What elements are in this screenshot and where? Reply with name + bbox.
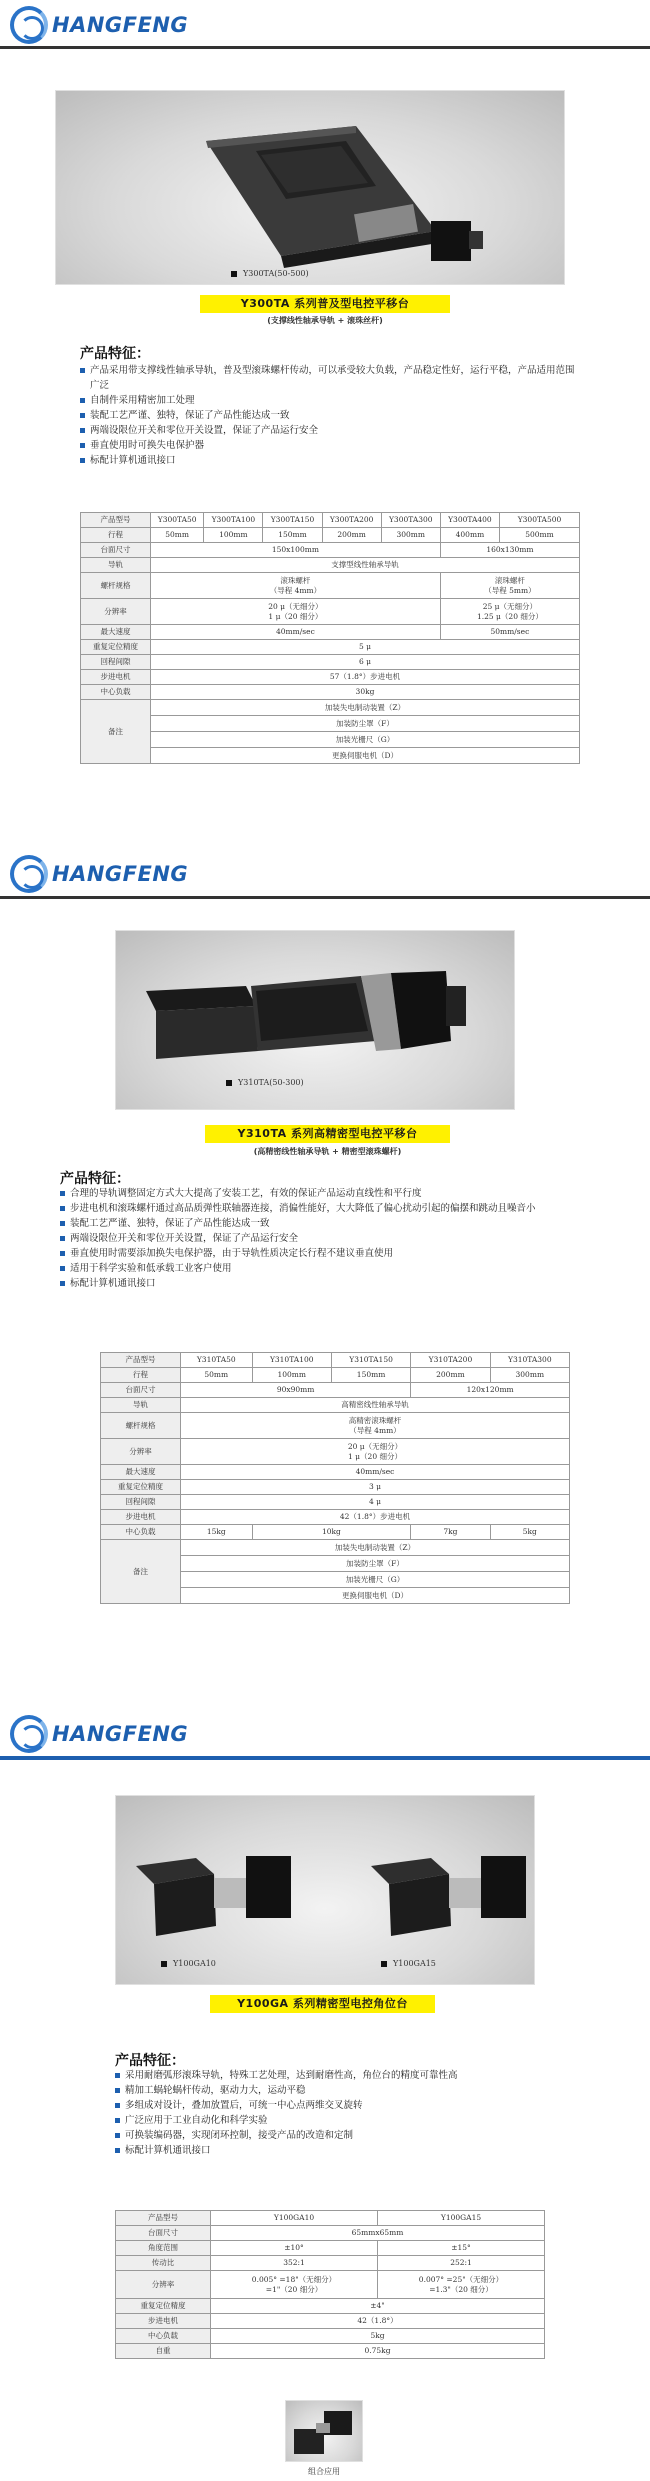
linear-stage-image [56, 91, 566, 286]
table-row [81, 640, 580, 655]
table-cell: 产品型号 [81, 513, 151, 528]
table-cell: 57（1.8°）步进电机 [151, 670, 580, 685]
table-cell: Y300TA500 [500, 513, 580, 528]
table-cell: 10kg [252, 1525, 411, 1540]
table-cell: 备注 [101, 1540, 181, 1604]
table-cell: 更换伺服电机（D） [181, 1588, 570, 1604]
table-row [116, 2256, 545, 2271]
combo-stage-image [286, 2401, 364, 2463]
feature-item: 标配计算机通讯接口 [80, 453, 580, 468]
brand-name: HANGFENG [52, 13, 189, 37]
table-cell: 15kg [181, 1525, 253, 1540]
feature-item: 步进电机和滚珠螺杆通过高品质弹性联轴器连接，消偏性能好，大大降低了偏心扰动引起的偏摆和跳动且噪音小 [60, 1201, 585, 1216]
table-cell: 中心负载 [101, 1525, 181, 1540]
feature-item: 精加工蜗轮蜗杆传动，驱动力大，运动平稳 [115, 2083, 555, 2098]
table-cell: 150mm [263, 528, 322, 543]
table-cell: Y100GA15 [378, 2211, 545, 2226]
feature-item: 垂直使用时可换失电保护器 [80, 438, 580, 453]
table-row [81, 573, 580, 599]
table-row [81, 700, 580, 716]
header-rule [0, 896, 650, 899]
table-cell: 7kg [411, 1525, 490, 1540]
table-cell: 步进电机 [101, 1510, 181, 1525]
table-row [81, 748, 580, 764]
table-cell: 20 μ（无细分） 1 μ（20 细分） [151, 599, 441, 625]
table-cell: 0.75kg [211, 2344, 545, 2359]
caption-text: Y300TA(50-500) [243, 269, 309, 278]
table-row [116, 2271, 545, 2299]
table-cell: 高精密滚珠螺杆 （导程 4mm） [181, 1413, 570, 1439]
header-rule [0, 1756, 650, 1760]
table-cell: 重复定位精度 [101, 1480, 181, 1495]
table-row [101, 1368, 570, 1383]
table-cell: Y310TA150 [331, 1353, 410, 1368]
table-cell: 4 μ [181, 1495, 570, 1510]
table-row [101, 1439, 570, 1465]
table-cell: 螺杆规格 [101, 1413, 181, 1439]
table-cell: Y300TA50 [151, 513, 204, 528]
table-row [116, 2299, 545, 2314]
table-cell: 中心负载 [81, 685, 151, 700]
section-subtitle: (高精密线性轴承导轨 + 精密型滚珠螺杆) [253, 1147, 402, 1156]
table-row [81, 685, 580, 700]
table-cell: 最大速度 [81, 625, 151, 640]
table-cell: 滚珠螺杆 （导程 5mm） [440, 573, 579, 599]
table-cell: 65mmx65mm [211, 2226, 545, 2241]
table-cell: 备注 [81, 700, 151, 764]
brand-name: HANGFENG [52, 1722, 189, 1746]
table-cell: 0.007° =25"（无细分） =1.3"（20 细分） [378, 2271, 545, 2299]
rotary-stage-image [116, 1796, 536, 1986]
feature-item: 标配计算机通讯接口 [60, 1276, 585, 1291]
table-cell: 高精密线性轴承导轨 [181, 1398, 570, 1413]
feature-item: 垂直使用时需要添加换失电保护器，由于导轨性质决定长行程不建议垂直使用 [60, 1246, 585, 1261]
table-row [116, 2314, 545, 2329]
table-row [101, 1383, 570, 1398]
table-cell: 加装光栅尺（G） [181, 1572, 570, 1588]
table-row [101, 1495, 570, 1510]
table-row [101, 1510, 570, 1525]
spec-table-y100ga [115, 2210, 545, 2359]
table-cell: 滚珠螺杆 （导程 4mm） [151, 573, 441, 599]
table-cell: Y100GA10 [211, 2211, 378, 2226]
brand-logo [10, 1715, 188, 1753]
features-heading: 产品特征： [80, 346, 150, 362]
feature-item: 两端设限位开关和零位开关设置，保证了产品运行安全 [60, 1231, 585, 1246]
table-cell: 螺杆规格 [81, 573, 151, 599]
table-cell: 100mm [252, 1368, 331, 1383]
brand-logo [10, 6, 188, 44]
table-row [116, 2211, 545, 2226]
table-cell: 重复定位精度 [81, 640, 151, 655]
table-cell: 50mm/sec [440, 625, 579, 640]
photo-caption [226, 1078, 304, 1087]
product-photo-y310ta [115, 930, 515, 1110]
table-cell: 台面尺寸 [81, 543, 151, 558]
table-cell: 分辨率 [116, 2271, 211, 2299]
table-cell: 回程间隙 [101, 1495, 181, 1510]
table-cell: 50mm [151, 528, 204, 543]
table-cell: 加装光栅尺（G） [151, 732, 580, 748]
table-cell: 42（1.8°） [211, 2314, 545, 2329]
table-cell: Y310TA300 [490, 1353, 569, 1368]
table-cell: 40mm/sec [181, 1465, 570, 1480]
table-cell: 150x100mm [151, 543, 441, 558]
table-cell: 400mm [440, 528, 499, 543]
brand-swirl-icon [10, 855, 48, 893]
table-cell: Y310TA50 [181, 1353, 253, 1368]
table-cell: 20 μ（无细分） 1 μ（20 细分） [181, 1439, 570, 1465]
linear-stage-image [116, 931, 516, 1111]
table-cell: ±10° [211, 2241, 378, 2256]
table-cell: 最大速度 [101, 1465, 181, 1480]
caption-text: Y100GA10 [173, 1959, 216, 1968]
table-cell: 300mm [381, 528, 440, 543]
table-row [81, 655, 580, 670]
table-cell: 300mm [490, 1368, 569, 1383]
caption-square-icon [381, 1961, 387, 1967]
table-cell: 5kg [490, 1525, 569, 1540]
table-cell: 30kg [151, 685, 580, 700]
feature-item: 适用于科学实验和低承载工业客户使用 [60, 1261, 585, 1276]
table-cell: 分辨率 [81, 599, 151, 625]
table-cell: 160x130mm [440, 543, 579, 558]
table-row [101, 1480, 570, 1495]
brand-name: HANGFENG [52, 862, 189, 886]
feature-item: 广泛应用于工业自动化和科学实验 [115, 2113, 555, 2128]
table-cell: 产品型号 [116, 2211, 211, 2226]
table-cell: Y300TA400 [440, 513, 499, 528]
table-cell: 500mm [500, 528, 580, 543]
table-row [101, 1398, 570, 1413]
table-cell: 加装失电制动装置（Z） [151, 700, 580, 716]
brand-logo [10, 855, 188, 893]
features-list [60, 1186, 585, 1291]
photo-caption [231, 269, 309, 278]
combo-photo [285, 2400, 363, 2462]
table-cell: 步进电机 [116, 2314, 211, 2329]
table-row [81, 543, 580, 558]
table-cell: 自重 [116, 2344, 211, 2359]
table-cell: 200mm [322, 528, 381, 543]
table-row [81, 558, 580, 573]
features-list [115, 2068, 555, 2158]
table-cell: 台面尺寸 [116, 2226, 211, 2241]
brand-swirl-icon [10, 6, 48, 44]
table-cell: 步进电机 [81, 670, 151, 685]
table-row [101, 1540, 570, 1556]
caption-text: Y100GA15 [393, 1959, 436, 1968]
features-heading: 产品特征： [60, 1171, 130, 1187]
table-cell: 25 μ（无细分） 1.25 μ（20 细分） [440, 599, 579, 625]
table-row [81, 732, 580, 748]
brand-swirl-icon [10, 1715, 48, 1753]
section-title: Y100GA 系列精密型电控角位台 [210, 1995, 435, 2013]
table-cell: 5kg [211, 2329, 545, 2344]
table-cell: 150mm [331, 1368, 410, 1383]
feature-item: 可换装编码器，实现闭环控制，接受产品的改造和定制 [115, 2128, 555, 2143]
table-cell: 角度范围 [116, 2241, 211, 2256]
table-cell: 更换伺服电机（D） [151, 748, 580, 764]
table-cell: 加装防尘罩（F） [181, 1556, 570, 1572]
table-cell: Y310TA100 [252, 1353, 331, 1368]
table-cell: Y300TA100 [204, 513, 263, 528]
section-title: Y300TA 系列普及型电控平移台 [200, 295, 450, 313]
table-row [81, 513, 580, 528]
feature-item: 产品采用带支撑线性轴承导轨，普及型滚珠螺杆传动，可以承受较大负载，产品稳定性好，运行平稳，产品适用范围广泛 [80, 363, 580, 393]
table-cell: 200mm [411, 1368, 490, 1383]
feature-item: 自制件采用精密加工处理 [80, 393, 580, 408]
feature-item: 装配工艺严谨、独特，保证了产品性能达成一致 [80, 408, 580, 423]
header-rule [0, 46, 650, 49]
photo-caption [381, 1959, 436, 1968]
table-row [116, 2329, 545, 2344]
table-cell: 5 μ [151, 640, 580, 655]
caption-square-icon [161, 1961, 167, 1967]
table-cell: 42（1.8°）步进电机 [181, 1510, 570, 1525]
table-cell: 传动比 [116, 2256, 211, 2271]
table-cell: 回程间隙 [81, 655, 151, 670]
table-cell: Y310TA200 [411, 1353, 490, 1368]
table-cell: Y300TA300 [381, 513, 440, 528]
table-cell: 分辨率 [101, 1439, 181, 1465]
table-row [101, 1353, 570, 1368]
spec-table-y300ta [80, 512, 580, 764]
table-cell: 导轨 [101, 1398, 181, 1413]
section-subtitle: (支撑线性轴承导轨 + 滚珠丝杆) [267, 316, 383, 325]
table-row [101, 1525, 570, 1540]
table-row [81, 670, 580, 685]
table-cell: 100mm [204, 528, 263, 543]
table-cell: 120x120mm [411, 1383, 570, 1398]
table-row [116, 2344, 545, 2359]
product-photo-y100ga [115, 1795, 535, 1985]
table-row [116, 2241, 545, 2256]
table-row [101, 1465, 570, 1480]
feature-item: 装配工艺严谨、独特，保证了产品性能达成一致 [60, 1216, 585, 1231]
table-row [101, 1413, 570, 1439]
features-heading: 产品特征： [115, 2053, 185, 2069]
spec-table-y310ta [100, 1352, 570, 1604]
caption-square-icon [231, 271, 237, 277]
table-cell: Y300TA200 [322, 513, 381, 528]
table-row [81, 599, 580, 625]
table-row [81, 716, 580, 732]
table-row [116, 2226, 545, 2241]
table-cell: ±4" [211, 2299, 545, 2314]
table-cell: 50mm [181, 1368, 253, 1383]
table-cell: 加装防尘罩（F） [151, 716, 580, 732]
table-cell: 90x90mm [181, 1383, 411, 1398]
table-cell: 3 μ [181, 1480, 570, 1495]
table-cell: 0.005° =18"（无细分） =1"（20 细分） [211, 2271, 378, 2299]
table-cell: 产品型号 [101, 1353, 181, 1368]
table-cell: 重复定位精度 [116, 2299, 211, 2314]
table-cell: 行程 [101, 1368, 181, 1383]
table-cell: 352:1 [211, 2256, 378, 2271]
features-list [80, 363, 580, 468]
product-photo-y300ta [55, 90, 565, 285]
feature-item: 两端设限位开关和零位开关设置，保证了产品运行安全 [80, 423, 580, 438]
table-cell: 加装失电制动装置（Z） [181, 1540, 570, 1556]
photo-caption [161, 1959, 216, 1968]
table-row [81, 625, 580, 640]
section-title: Y310TA 系列高精密型电控平移台 [205, 1125, 450, 1143]
table-cell: 6 μ [151, 655, 580, 670]
table-cell: 中心负载 [116, 2329, 211, 2344]
feature-item: 多组成对设计，叠加放置后，可统一中心点两维交叉旋转 [115, 2098, 555, 2113]
table-cell: 支撑型线性轴承导轨 [151, 558, 580, 573]
feature-item: 标配计算机通讯接口 [115, 2143, 555, 2158]
table-cell: 40mm/sec [151, 625, 441, 640]
table-cell: 台面尺寸 [101, 1383, 181, 1398]
caption-square-icon [226, 1080, 232, 1086]
table-cell: 导轨 [81, 558, 151, 573]
table-cell: ±15° [378, 2241, 545, 2256]
table-row [81, 528, 580, 543]
feature-item: 采用耐磨弧形滚珠导轨，特殊工艺处理，达到耐磨性高，角位台的精度可靠性高 [115, 2068, 555, 2083]
caption-text: Y310TA(50-300) [238, 1078, 304, 1087]
table-cell: 252:1 [378, 2256, 545, 2271]
feature-item: 合理的导轨调整固定方式大大提高了安装工艺，有效的保证产品运动直线性和平行度 [60, 1186, 585, 1201]
table-cell: 行程 [81, 528, 151, 543]
table-cell: Y300TA150 [263, 513, 322, 528]
combo-caption: 组合应用 [308, 2467, 340, 2476]
